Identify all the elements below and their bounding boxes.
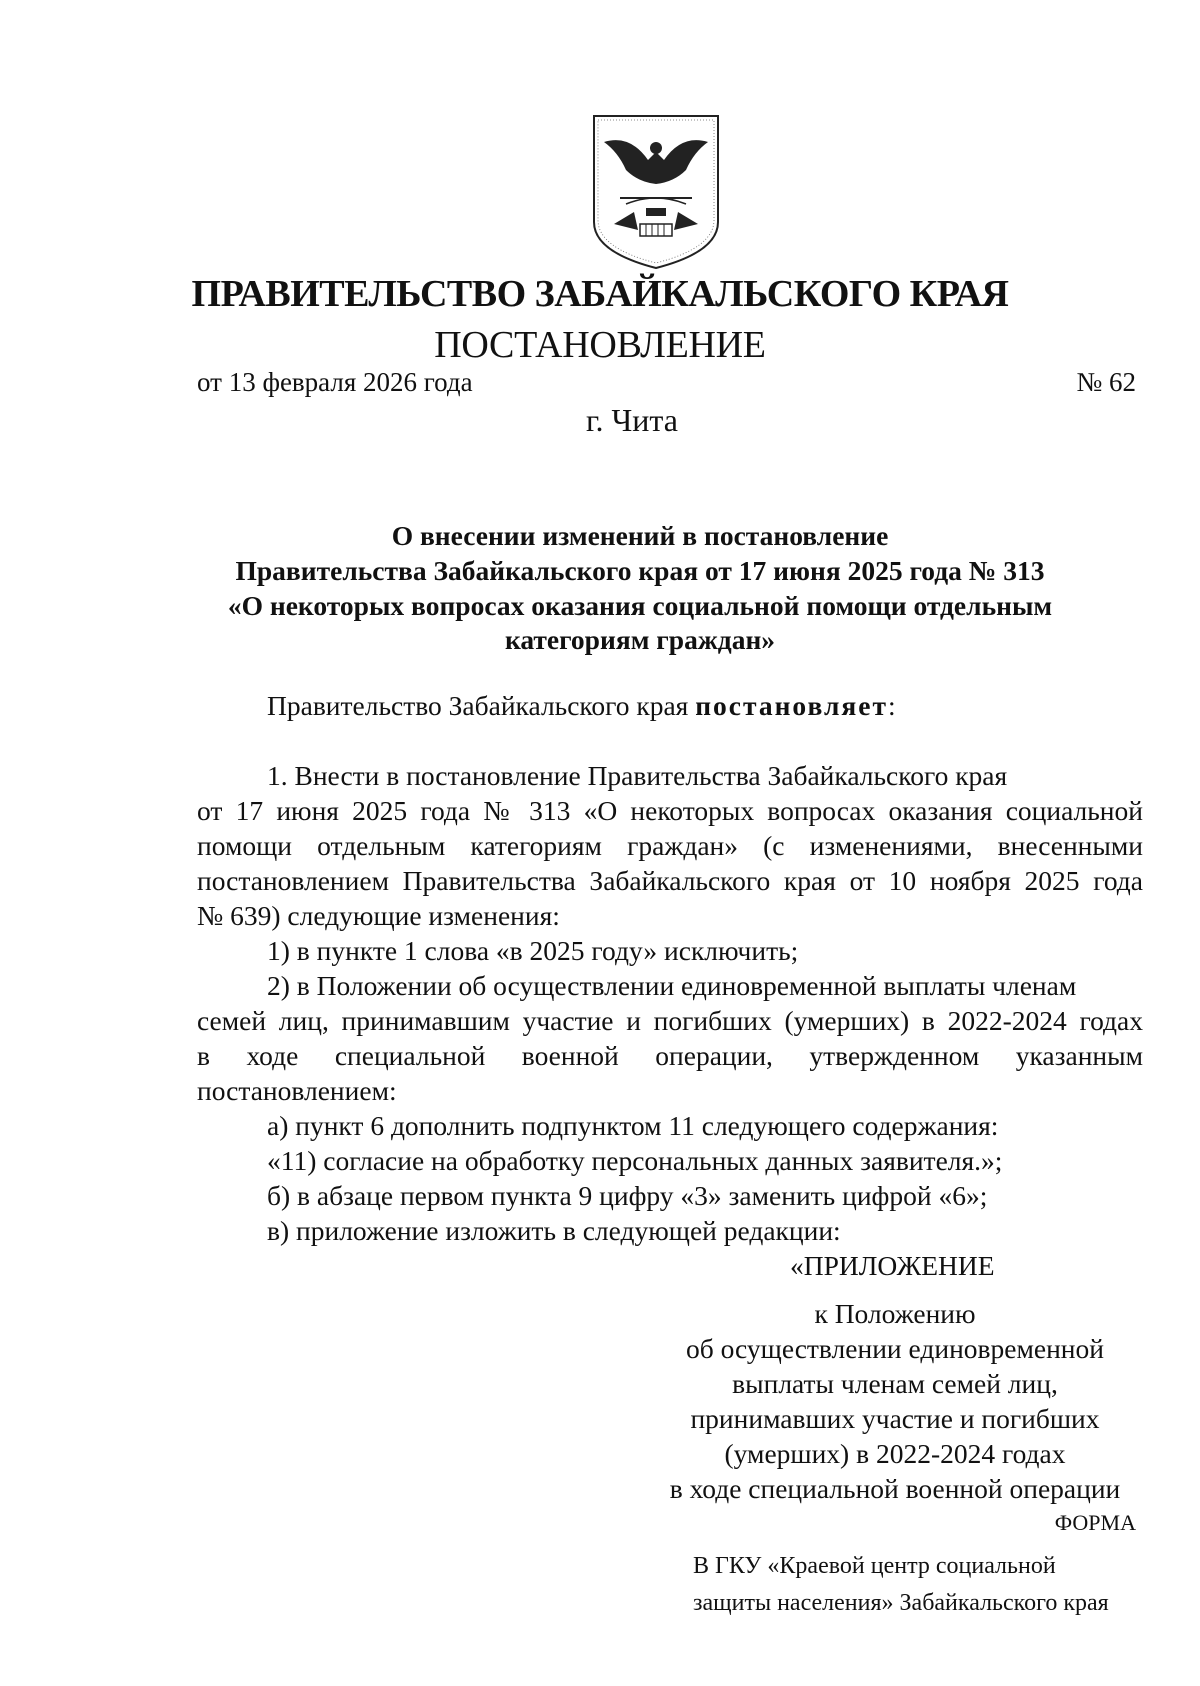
body-line: а) пункт 6 дополнить подпунктом 11 следующего содержания: xyxy=(267,1110,999,1141)
body-line: «11) согласие на обработку персональных данных заявителя.»; xyxy=(267,1145,1003,1176)
appendix-line: в ходе специальной военной операции xyxy=(669,1473,1121,1504)
document-city: г. Чита xyxy=(585,402,678,438)
preamble-emphasis: постановляет xyxy=(695,690,889,721)
document-type: ПОСТАНОВЛЕНИЕ xyxy=(434,324,766,366)
body-line: в ходе специальной военной операции, утвержденном указанным xyxy=(197,1040,1143,1071)
body-line: б) в абзаце первом пункта 9 цифру «3» заменить цифрой «6»; xyxy=(267,1180,988,1211)
body-line: постановлением Правительства Забайкальского края от 10 ноября 2025 года xyxy=(197,865,1143,896)
document-title-line: «О некоторых вопросах оказания социальной помощи отдельным xyxy=(227,590,1053,621)
document-date: от 13 февраля 2026 года xyxy=(197,367,473,397)
coat-of-arms-icon xyxy=(590,112,722,270)
body-line: от 17 июня 2025 года № 313 «О некоторых вопросах оказания социальной xyxy=(197,795,1143,826)
recipient-line: В ГКУ «Краевой центр социальной xyxy=(693,1553,1056,1579)
organization-title: ПРАВИТЕЛЬСТВО ЗАБАЙКАЛЬСКОГО КРАЯ xyxy=(191,273,1009,315)
appendix-line: (умерших) в 2022-2024 годах xyxy=(724,1438,1066,1469)
body-line: 2) в Положении об осуществлении единовременной выплаты членам xyxy=(267,970,1077,1001)
preamble-end: : xyxy=(888,690,896,721)
body-line: в) приложение изложить в следующей редакции: xyxy=(267,1215,841,1246)
body-line: постановлением: xyxy=(197,1075,397,1106)
appendix-line: принимавших участие и погибших xyxy=(690,1403,1100,1434)
appendix-heading: «ПРИЛОЖЕНИЕ xyxy=(790,1250,995,1281)
document-title-line: Правительства Забайкальского края от 17 июня 2025 года № 313 xyxy=(235,555,1045,586)
appendix-line: выплаты членам семей лиц, xyxy=(732,1368,1058,1399)
preamble-text: Правительство Забайкальского края xyxy=(267,690,696,721)
body-line: 1) в пункте 1 слова «в 2025 году» исключить; xyxy=(267,935,799,966)
appendix-line: к Положению xyxy=(814,1298,976,1329)
body-line: № 639) следующие изменения: xyxy=(197,900,560,931)
document-number: № 62 xyxy=(1076,367,1136,397)
body-line: 1. Внести в постановление Правительства Забайкальского края xyxy=(267,760,1008,791)
body-line: семей лиц, принимавшим участие и погибших (умерших) в 2022-2024 годах xyxy=(197,1005,1143,1036)
appendix-line: об осуществлении единовременной xyxy=(686,1333,1104,1364)
document-title-line: категориям граждан» xyxy=(504,624,776,655)
form-label: ФОРМА xyxy=(1054,1510,1136,1535)
preamble xyxy=(267,690,896,722)
body-line: помощи отдельным категориям граждан» (с изменениями, внесенными xyxy=(197,830,1143,861)
recipient-line: защиты населения» Забайкальского края xyxy=(693,1590,1109,1616)
document-title-line: О внесении изменений в постановление xyxy=(391,520,889,551)
